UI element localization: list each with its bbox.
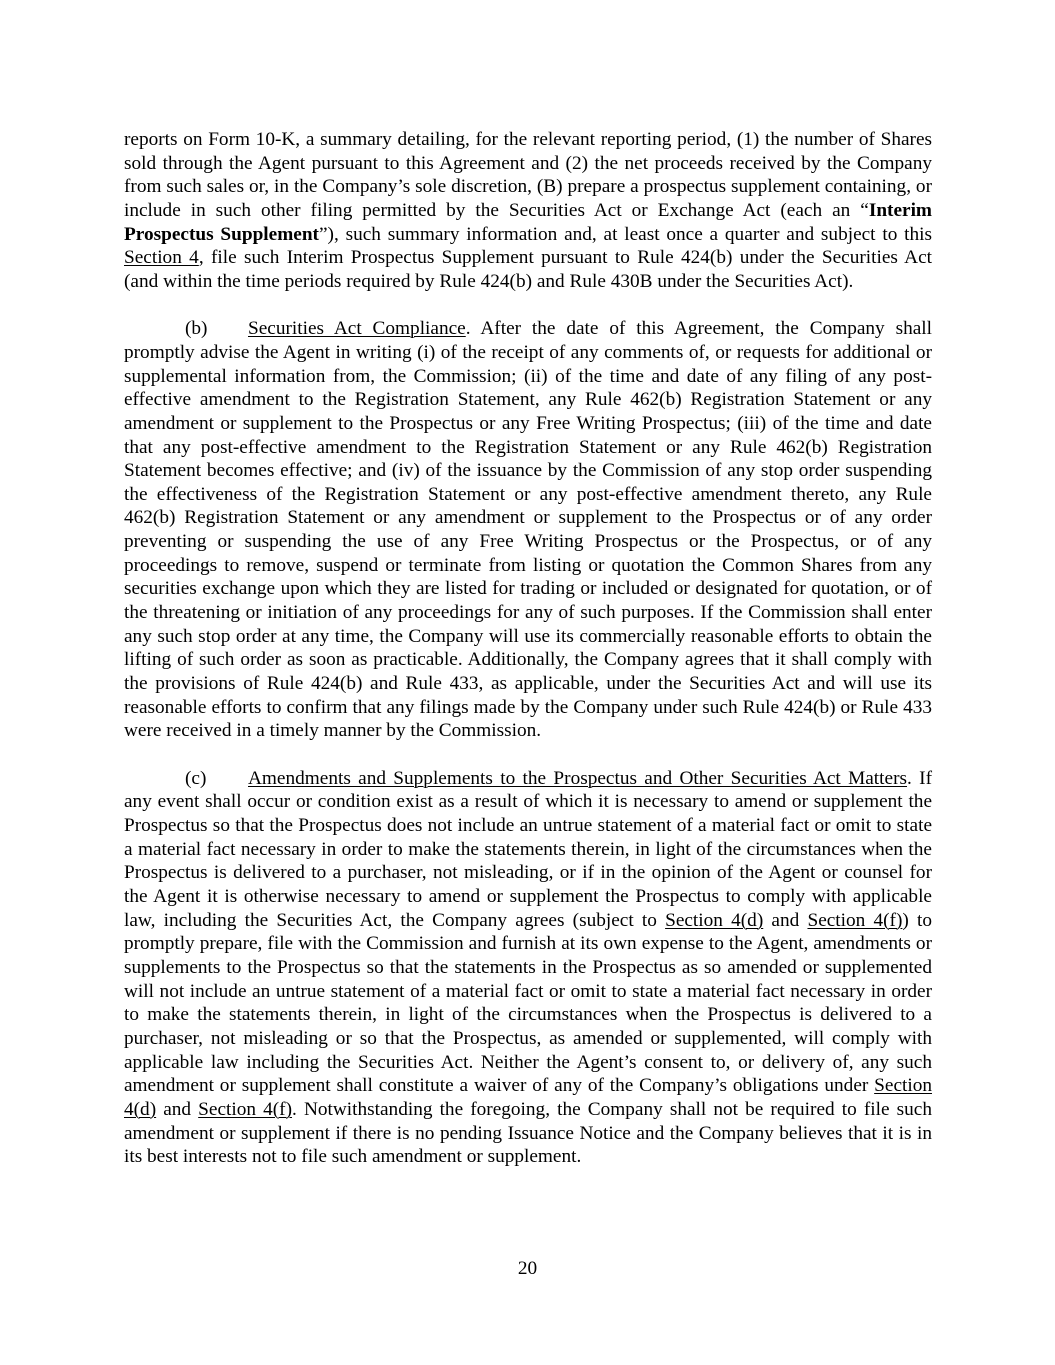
section-reference: Section 4 (124, 247, 199, 269)
section-heading: Amendments and Supplements to the Prospectus and Other Securities Act Matters (248, 767, 908, 789)
section-reference: Section 4(d) (665, 909, 764, 931)
paragraph-text: ) to promptly prepare, file with the Commission and furnish at its own expense to the Agent, amendments or supplements to the Prospectus so that the statements in the Prospectus as so amended or supplemented will not include an untrue statement of a material fact or omit to state a material fact necessary in order to make the statements therein, in light of the circumstances when the Prospectus is delivered to a purchaser, not misleading or so that the Prospectus, as amended or supplemented, will comply with applicable law including the Securities Act. Neither the Agent’s consent to, or delivery of, any such amendment or supplement shall constitute a waiver of any of the Company’s obligations under (124, 909, 933, 1097)
paragraph-text: reports on Form 10-K, a summary detailing, for the relevant reporting period, (1) the number of Shares sold through the Agent pursuant to this Agreement and (2) the net proceeds received by the Company from such sales or, in the Company’s sole discretion, (B) prepare a prospectus supplement containing, or include in such other filing permitted by the Securities Act or Exchange Act (each an “ (124, 129, 932, 221)
document-body (124, 128, 932, 1169)
paragraph-text: . Notwithstanding the foregoing, the Company shall not be required to file such amendment or supplement if there is no pending Issuance Notice and the Company believes that it is in its best interests not to file such amendment or supplement. (124, 1098, 932, 1168)
defined-term: Interim Prospectus Supplement (124, 199, 932, 245)
section-heading: Securities Act Compliance (248, 318, 466, 340)
paragraph-text: ”), such summary information and, at least once a quarter and subject to this (318, 223, 932, 245)
paragraph-text: and (156, 1098, 199, 1120)
paragraph-c (124, 767, 932, 1169)
paragraph-a-continued (124, 128, 932, 294)
section-reference: Section 4(f) (807, 909, 903, 931)
page-number: 20 (517, 1258, 538, 1279)
paragraph-text: , file such Interim Prospectus Supplement pursuant to Rule 424(b) under the Securities Act (and within the time periods required by Rule 424(b) and Rule 430B under the Securities Act). (124, 247, 933, 292)
paragraph-b (124, 317, 932, 743)
paragraph-text: and (763, 909, 808, 931)
paragraph-label: (c) (185, 767, 207, 789)
paragraph-text: . If any event shall occur or condition exist as a result of which it is necessary to amend or supplement the Prospectus so that the Prospectus does not include an untrue statement of a material fact or omit to state a material fact necessary in order to make the statements therein, in light of the circumstances when the Prospectus is delivered to a purchaser, not misleading, or if in the opinion of the Agent or counsel for the Agent it is otherwise necessary to amend or supplement the Prospectus to comply with applicable law, including the Securities Act, the Company agrees (subject to (124, 767, 932, 931)
paragraph-text: . After the date of this Agreement, the Company shall promptly advise the Agent in writing (i) of the receipt of any comments of, or requests for additional or supplemental information from, the Commission; (ii) of the time and date of any filing of any post-effective amendment to the Registration Statement, any Rule 462(b) Registration Statement or any amendment or supplement to the Prospectus or any Free Writing Prospectus; (iii) of the time and date that any post-effective amendment to the Registration Statement or any Rule 462(b) Registration Statement becomes effective; and (iv) of the issuance by the Commission of any stop order suspending the effectiveness of the Registration Statement or any post-effective amendment thereto, any Rule 462(b) Registration Statement or any amendment or supplement to the Prospectus or of any order preventing or suspending the use of any Free Writing Prospectus or the Prospectus, or of any proceedings to remove, suspend or terminate from listing or quotation the Common Shares from any securities exchange upon which they are listed for trading or included or designated for quotation, or of the threatening or initiation of any proceedings for any of such purposes. If the Commission shall enter any such stop order at any time, the Company will use its commercially reasonable efforts to obtain the lifting of such order as soon as practicable. Additionally, the Company agrees that it shall comply with the provisions of Rule 424(b) and Rule 433, as applicable, under the Securities Act and will use its reasonable efforts to confirm that any filings made by the Company under such Rule 424(b) or Rule 433 were received in a timely manner by the Commission. (124, 318, 932, 742)
section-reference: Section 4(d) (124, 1075, 932, 1120)
section-reference: Section 4(f) (198, 1098, 293, 1120)
paragraph-label: (b) (185, 318, 208, 340)
